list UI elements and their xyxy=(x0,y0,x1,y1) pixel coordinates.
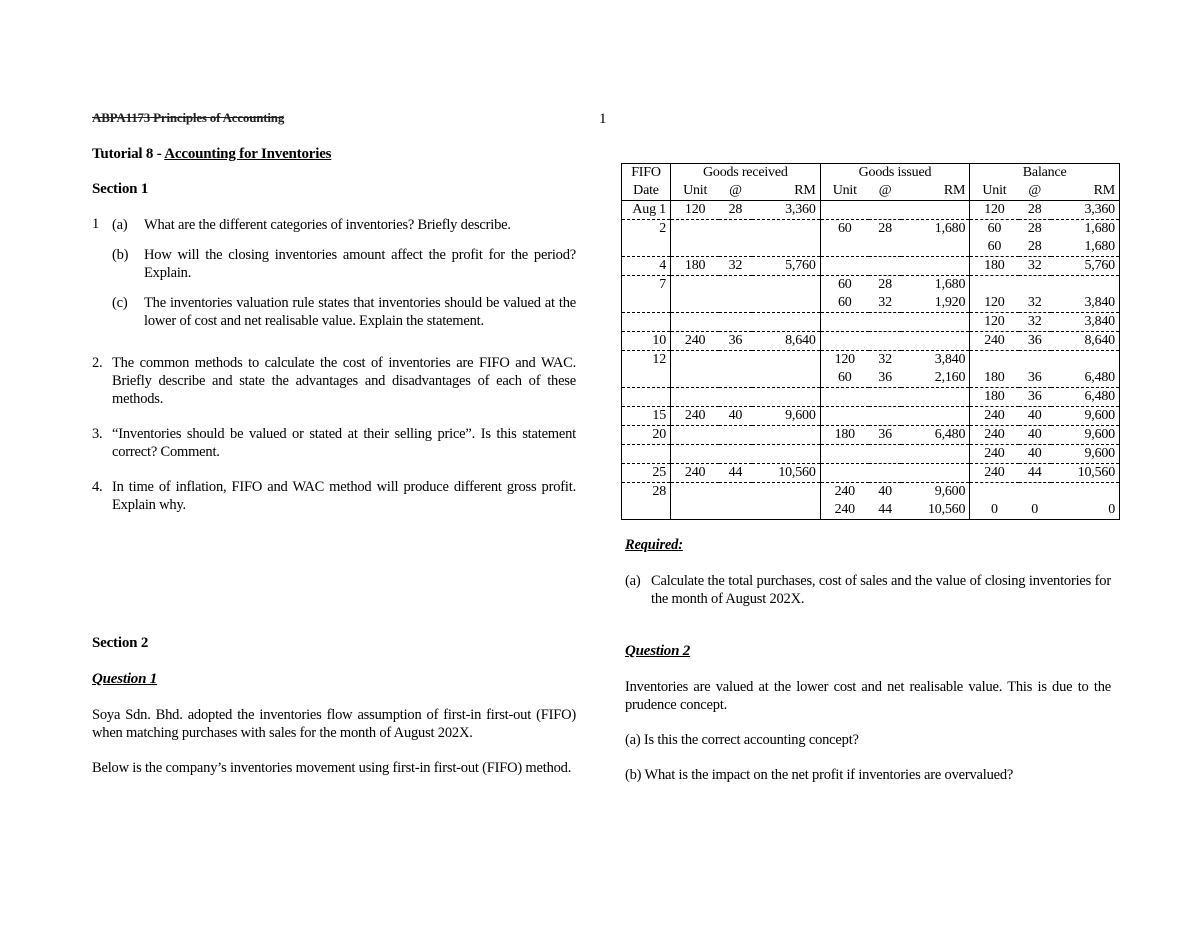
question-1c xyxy=(112,294,576,330)
table-cell xyxy=(719,445,751,464)
table-cell xyxy=(869,407,901,426)
table-cell: 40 xyxy=(719,407,751,426)
table-cell xyxy=(820,313,869,332)
table-cell: 8,640 xyxy=(1051,332,1120,351)
table-cell: 60 xyxy=(970,238,1019,257)
table-row xyxy=(622,332,1120,351)
table-cell xyxy=(820,238,869,257)
table-cell xyxy=(752,483,821,502)
table-cell xyxy=(752,426,821,445)
table-cell xyxy=(671,351,720,370)
table-cell xyxy=(869,313,901,332)
table-cell xyxy=(719,388,751,407)
date-cell xyxy=(622,369,671,388)
table-cell xyxy=(752,388,821,407)
table-cell: 9,600 xyxy=(1051,407,1120,426)
table-cell: 120 xyxy=(970,201,1019,220)
table-cell: 28 xyxy=(1027,221,1042,236)
table-cell: 240 xyxy=(820,501,869,520)
table-cell xyxy=(869,445,901,464)
question2-intro: Inventories are valued at the lower cost and net realisable value. This is due to the prudence concept. xyxy=(625,679,1111,713)
table-row xyxy=(622,426,1120,445)
question1-heading: Question 1 xyxy=(92,671,158,687)
table-cell xyxy=(869,201,901,220)
table-cell xyxy=(719,276,751,295)
fifo-inventory-table xyxy=(621,163,1120,520)
table-cell: 5,760 xyxy=(752,257,821,276)
table-row xyxy=(622,294,1120,313)
question-1a xyxy=(112,216,576,234)
table-cell xyxy=(901,388,970,407)
table-cell: 240 xyxy=(970,445,1019,464)
date-cell: 4 xyxy=(622,257,671,276)
table-cell xyxy=(719,369,751,388)
table-row xyxy=(622,257,1120,276)
question-text: “Inventories should be valued or stated at their selling price”. Is this statement correct? Comment. xyxy=(112,426,576,460)
table-cell xyxy=(820,332,869,351)
table-cell: 28 xyxy=(878,221,892,236)
date-cell: 12 xyxy=(652,352,666,367)
table-row xyxy=(622,407,1120,426)
group-header-issued: Goods issued xyxy=(820,164,970,183)
date-cell: 15 xyxy=(622,407,671,426)
table-cell xyxy=(1019,276,1051,295)
required-item xyxy=(625,572,1111,608)
table-row xyxy=(622,238,1120,257)
table-cell xyxy=(970,276,1019,295)
section1-heading: Section 1 xyxy=(92,181,149,197)
table-cell xyxy=(719,351,751,370)
table-cell: 1,680 xyxy=(934,277,966,292)
table-cell xyxy=(901,332,970,351)
table-cell: 28 xyxy=(719,201,751,220)
table-cell xyxy=(820,407,869,426)
date-cell: 7 xyxy=(659,277,666,292)
table-cell: 40 xyxy=(1019,445,1051,464)
table-cell: 32 xyxy=(1019,294,1051,313)
corner-top: FIFO xyxy=(631,165,661,180)
table-cell: 60 xyxy=(970,220,1019,239)
group-header-balance: Balance xyxy=(970,164,1120,183)
table-row xyxy=(622,220,1120,239)
date-cell xyxy=(622,445,671,464)
table-cell: 120 xyxy=(671,201,720,220)
table-cell xyxy=(719,220,751,239)
table-row xyxy=(622,445,1120,464)
table-cell: 3,360 xyxy=(752,201,821,220)
table-cell: 36 xyxy=(719,332,751,351)
question-1b xyxy=(112,246,576,282)
date-cell: Aug 1 xyxy=(622,201,671,220)
table-cell xyxy=(901,257,970,276)
table-cell: 60 xyxy=(820,220,869,239)
table-row xyxy=(622,313,1120,332)
date-cell xyxy=(622,294,671,313)
date-cell xyxy=(622,501,671,520)
table-cell xyxy=(970,351,1019,370)
table-cell xyxy=(820,388,869,407)
table-cell xyxy=(671,369,720,388)
table-cell: 28 xyxy=(1019,238,1051,257)
table-cell: 240 xyxy=(970,407,1019,426)
question-2 xyxy=(92,354,576,408)
table-cell: 10,560 xyxy=(927,502,966,517)
table-cell: 60 xyxy=(820,369,869,388)
part-text: The inventories valuation rule states that inventories should be valued at the lower of cost and net realisable value. Explain the statement. xyxy=(144,295,576,329)
table-cell: 60 xyxy=(820,276,869,295)
table-cell xyxy=(869,257,901,276)
table-cell: 40 xyxy=(878,484,892,499)
table-cell xyxy=(970,483,1019,502)
page-number: 1 xyxy=(599,111,607,127)
table-cell: 0 xyxy=(1108,502,1115,517)
date-cell xyxy=(622,238,671,257)
table-cell: 8,640 xyxy=(752,332,821,351)
table-cell: 240 xyxy=(671,407,720,426)
table-cell xyxy=(671,313,720,332)
table-cell xyxy=(671,426,720,445)
table-cell: 5,760 xyxy=(1051,257,1120,276)
required-item-label: (a) xyxy=(625,573,641,589)
table-cell xyxy=(752,351,821,370)
question1-paragraph: Below is the company’s inventories movement using first-in first-out (FIFO) method. xyxy=(92,760,572,776)
table-cell: 120 xyxy=(970,294,1019,313)
table-cell xyxy=(752,238,821,257)
question-3 xyxy=(92,425,576,461)
table-cell xyxy=(869,388,901,407)
question-number: 3. xyxy=(92,426,103,442)
course-header: ABPA1173 Principles of Accounting xyxy=(92,110,285,125)
date-cell: 2 xyxy=(659,221,666,236)
table-cell: 36 xyxy=(869,369,901,388)
question-1-parts xyxy=(112,216,576,342)
corner-bottom: Date xyxy=(622,182,671,201)
table-row xyxy=(622,351,1120,370)
table-subheader-row xyxy=(622,182,1120,201)
table-cell: 120 xyxy=(970,313,1019,332)
table-row xyxy=(622,276,1120,295)
table-cell: 36 xyxy=(1019,388,1051,407)
col-unit: Unit xyxy=(820,182,869,201)
table-cell xyxy=(869,464,901,483)
table-cell: 3,840 xyxy=(934,352,966,367)
table-cell: 240 xyxy=(970,464,1019,483)
col-rm: RM xyxy=(1051,182,1120,201)
table-cell: 180 xyxy=(970,369,1019,388)
date-cell: 25 xyxy=(622,464,671,483)
table-cell xyxy=(719,238,751,257)
table-cell: 2,160 xyxy=(901,369,970,388)
required-heading xyxy=(625,536,1111,554)
table-cell xyxy=(901,445,970,464)
table-cell: 36 xyxy=(1019,369,1051,388)
table-cell xyxy=(719,313,751,332)
required-item-text: Calculate the total purchases, cost of sales and the value of closing inventories for the month of August 202X. xyxy=(651,573,1111,607)
table-cell: 1,680 xyxy=(1084,221,1115,236)
table-cell xyxy=(820,445,869,464)
table-cell xyxy=(901,407,970,426)
part-label: (b) xyxy=(112,247,129,263)
table-cell xyxy=(752,445,821,464)
table-cell xyxy=(719,426,751,445)
table-cell xyxy=(671,445,720,464)
table-cell: 9,600 xyxy=(1051,426,1120,445)
table-cell: 9,600 xyxy=(752,407,821,426)
question2-part-a: (a) Is this the correct accounting concept? xyxy=(625,732,859,748)
table-cell: 0 xyxy=(970,501,1019,520)
table-cell: 32 xyxy=(1019,313,1051,332)
table-cell: 180 xyxy=(970,388,1019,407)
table-cell: 28 xyxy=(1019,201,1051,220)
table-cell xyxy=(820,257,869,276)
question-4 xyxy=(92,478,576,514)
table-row xyxy=(622,369,1120,388)
table-cell xyxy=(901,201,970,220)
table-cell: 32 xyxy=(878,352,892,367)
table-cell: 1,680 xyxy=(934,221,966,236)
table-row xyxy=(622,464,1120,483)
table-cell xyxy=(901,313,970,332)
table-cell xyxy=(752,294,821,313)
table-cell xyxy=(671,483,720,502)
section2-heading: Section 2 xyxy=(92,635,149,651)
table-header-row xyxy=(622,164,1120,183)
table-cell xyxy=(752,220,821,239)
table-cell xyxy=(671,388,720,407)
table-cell: 40 xyxy=(1019,426,1051,445)
table-cell xyxy=(719,483,751,502)
table-cell xyxy=(1019,351,1051,370)
table-cell: 180 xyxy=(671,257,720,276)
table-cell: 6,480 xyxy=(901,426,970,445)
table-cell: 240 xyxy=(970,332,1019,351)
date-cell: 28 xyxy=(652,484,666,499)
tutorial-topic: Accounting for Inventories xyxy=(164,146,332,162)
table-cell: 60 xyxy=(820,294,869,313)
table-cell xyxy=(752,501,821,520)
col-unit: Unit xyxy=(671,182,720,201)
left-column xyxy=(92,146,576,531)
table-cell xyxy=(719,501,751,520)
table-cell xyxy=(671,238,720,257)
table-cell xyxy=(1051,351,1120,370)
table-cell xyxy=(752,369,821,388)
table-cell: 10,560 xyxy=(752,464,821,483)
table-cell: 120 xyxy=(820,351,869,370)
part-label: (a) xyxy=(112,217,128,233)
table-cell: 3,840 xyxy=(1051,313,1120,332)
table-cell: 32 xyxy=(719,257,751,276)
col-unit: Unit xyxy=(970,182,1019,201)
part-text: What are the different categories of inventories? Briefly describe. xyxy=(144,217,511,233)
col-rm: RM xyxy=(752,182,821,201)
table-cell: 240 xyxy=(970,426,1019,445)
table-cell xyxy=(869,238,901,257)
table-cell xyxy=(820,464,869,483)
date-cell xyxy=(622,388,671,407)
table-row xyxy=(622,501,1120,520)
question-1 xyxy=(92,216,576,342)
table-cell xyxy=(1051,276,1120,295)
table-cell: 180 xyxy=(970,257,1019,276)
table-cell: 0 xyxy=(1031,502,1039,517)
table-cell xyxy=(1051,483,1120,502)
table-cell xyxy=(752,313,821,332)
table-cell: 32 xyxy=(1019,257,1051,276)
table-cell: 6,480 xyxy=(1051,388,1120,407)
table-cell: 240 xyxy=(671,332,720,351)
table-cell: 180 xyxy=(820,426,869,445)
table-cell xyxy=(1019,483,1051,502)
table-cell: 28 xyxy=(878,277,892,292)
date-cell: 20 xyxy=(622,426,671,445)
question-number: 2. xyxy=(92,355,103,371)
col-rate: @ xyxy=(719,182,751,201)
table-row xyxy=(622,388,1120,407)
table-row xyxy=(622,201,1120,220)
tutorial-title xyxy=(92,146,576,163)
table-cell xyxy=(719,294,751,313)
table-cell: 9,600 xyxy=(1051,445,1120,464)
table-cell: 10,560 xyxy=(1051,464,1120,483)
table-cell xyxy=(752,276,821,295)
table-cell: 3,360 xyxy=(1051,201,1120,220)
part-text: How will the closing inventories amount affect the profit for the period? Explain. xyxy=(144,247,576,281)
table-cell: 9,600 xyxy=(934,484,966,499)
question2-part-b: (b) What is the impact on the net profit if inventories are overvalued? xyxy=(625,767,1014,783)
required-colon: : xyxy=(678,537,683,553)
group-header-received: Goods received xyxy=(671,164,821,183)
table-cell xyxy=(820,201,869,220)
col-rm: RM xyxy=(901,182,970,201)
right-column-text xyxy=(625,536,1111,801)
question-text: The common methods to calculate the cost of inventories are FIFO and WAC. Briefly describe and state the advantages and disadvantages of each of these methods. xyxy=(112,355,576,407)
table-cell: 1,680 xyxy=(1051,238,1120,257)
table-cell: 240 xyxy=(820,483,869,502)
table-cell: 240 xyxy=(671,464,720,483)
section2-block xyxy=(92,634,576,794)
part-label: (c) xyxy=(112,295,128,311)
table-cell: 36 xyxy=(869,426,901,445)
table-cell: 40 xyxy=(1019,407,1051,426)
table-cell xyxy=(671,501,720,520)
tutorial-prefix: Tutorial 8 - xyxy=(92,146,165,162)
table-cell: 44 xyxy=(1019,464,1051,483)
table-cell: 36 xyxy=(1019,332,1051,351)
table-cell xyxy=(671,294,720,313)
table-cell: 44 xyxy=(719,464,751,483)
table-cell: 32 xyxy=(869,294,901,313)
question-text: In time of inflation, FIFO and WAC method will produce different gross profit. Explain why. xyxy=(112,479,576,513)
date-cell xyxy=(622,313,671,332)
table-cell xyxy=(671,276,720,295)
table-row xyxy=(622,483,1120,502)
question2-heading: Question 2 xyxy=(625,643,691,659)
table-cell xyxy=(901,464,970,483)
question-number: 4. xyxy=(92,479,103,495)
table-cell: 1,920 xyxy=(901,294,970,313)
table-cell xyxy=(869,332,901,351)
question1-paragraph: Soya Sdn. Bhd. adopted the inventories flow assumption of first-in first-out (FIFO) when matching purchases with sales for the month of August 202X. xyxy=(92,707,576,741)
table-cell xyxy=(901,238,970,257)
table-cell xyxy=(671,220,720,239)
col-rate: @ xyxy=(1019,182,1051,201)
date-cell: 10 xyxy=(622,332,671,351)
question-1-number: 1 xyxy=(92,216,100,232)
required-label: Required xyxy=(625,537,679,553)
col-rate: @ xyxy=(869,182,901,201)
table-cell: 3,840 xyxy=(1051,294,1120,313)
table-cell: 44 xyxy=(878,502,892,517)
table-cell: 6,480 xyxy=(1051,369,1120,388)
